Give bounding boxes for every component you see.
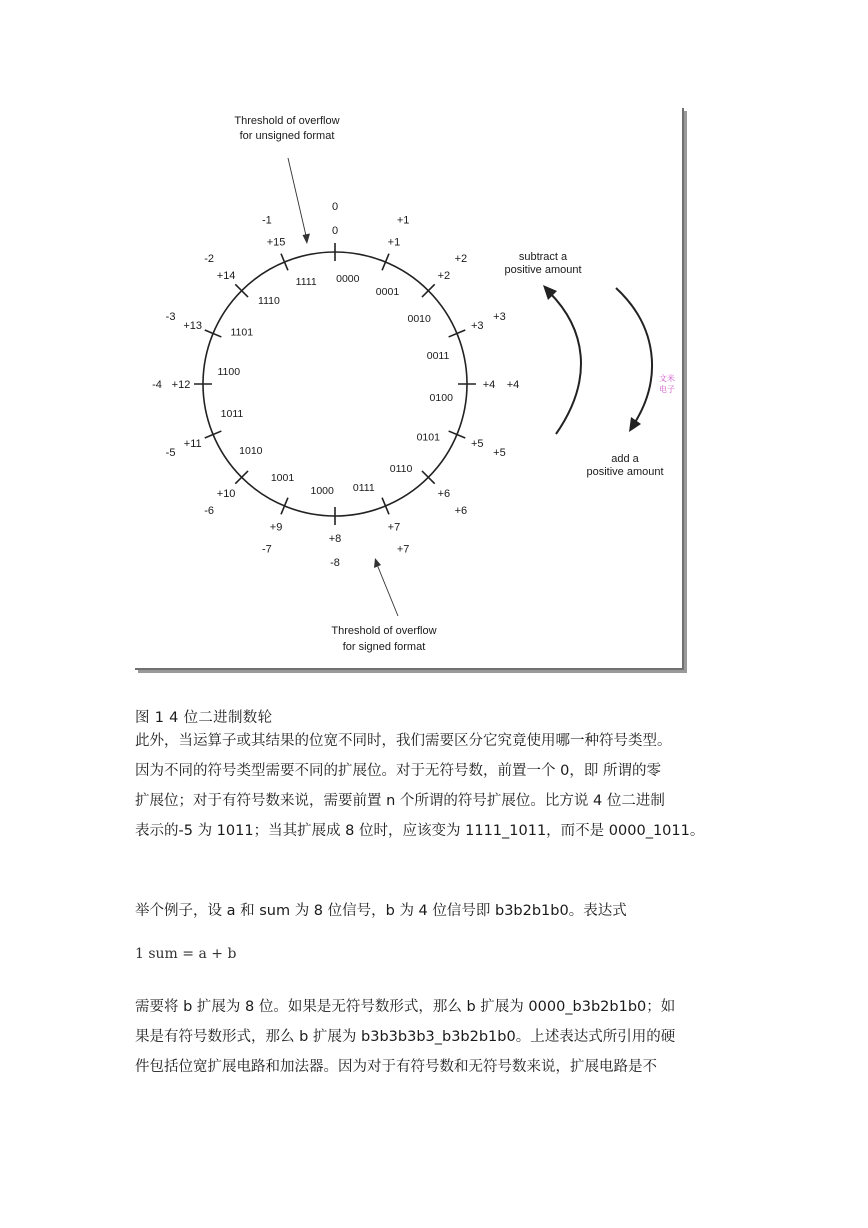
signed-threshold-label: for signed format (342, 641, 426, 653)
wheel-signed-label: -1 (261, 214, 272, 227)
wheel-unsigned-label: +12 (171, 379, 191, 391)
wheel-signed-label: +2 (454, 253, 468, 266)
wheel-tick (281, 498, 288, 515)
wheel-unsigned-label: +4 (482, 379, 496, 391)
wheel-signed-label: -2 (204, 253, 215, 266)
wheel-unsigned-label: +13 (183, 320, 203, 333)
subtract-arrow-curve (549, 292, 581, 434)
paragraph-line: 扩展位；对于有符号数来说，需要前置 n 个所谓的符号扩展位。比方说 4 位二进制 (135, 793, 665, 809)
paragraph-1 (135, 726, 745, 846)
number-wheel-figure (135, 108, 684, 670)
wheel-binary-code: 0000 (336, 272, 360, 285)
unsigned-threshold-arrow (288, 158, 307, 240)
paragraph-3 (135, 992, 745, 1082)
add-label: add a (611, 453, 639, 465)
wheel-tick (449, 431, 466, 438)
wheel-unsigned-label: +1 (387, 236, 401, 249)
watermark-text: 电子 (659, 385, 675, 394)
number-wheel-diagram (135, 108, 684, 670)
subtract-label: positive amount (504, 264, 582, 276)
unsigned-threshold-label: for unsigned format (239, 130, 335, 142)
paragraph-line: 件包括位宽扩展电路和加法器。因为对于有符号数和无符号数来说，扩展电路是不 (135, 1059, 657, 1075)
paragraph-2 (135, 896, 745, 926)
watermark-text: 文米 (659, 374, 675, 383)
wheel-binary-code: 0110 (389, 463, 413, 476)
wheel-unsigned-label: 0 (331, 225, 339, 237)
unsigned-threshold-arrowhead (303, 234, 311, 245)
wheel-binary-code: 0010 (407, 312, 431, 325)
wheel-unsigned-label: +7 (387, 521, 401, 534)
wheel-tick (205, 431, 222, 438)
wheel-tick (449, 330, 466, 337)
wheel-binary-code: 1111 (295, 275, 317, 288)
wheel-unsigned-label: +5 (471, 437, 484, 450)
wheel-signed-label: +3 (493, 310, 506, 323)
wheel-binary-code: 1100 (217, 366, 241, 379)
add-arrowhead (629, 417, 641, 432)
wheel-signed-label: -6 (204, 504, 215, 517)
wheel-binary-code: 0111 (352, 482, 375, 495)
wheel-binary-code: 0011 (426, 350, 450, 363)
signed-threshold-arrowhead (374, 558, 381, 568)
paragraph-line: 需要将 b 扩展为 8 位。如果是无符号数形式，那么 b 扩展为 0000_b3b2b1b0；如 (135, 999, 676, 1015)
wheel-unsigned-label: +6 (437, 487, 451, 500)
wheel-signed-label: -7 (261, 543, 272, 556)
wheel-unsigned-label: +9 (269, 521, 283, 534)
wheel-binary-code: 0100 (429, 391, 453, 404)
wheel-signed-label: -4 (152, 379, 162, 391)
wheel-binary-code: 1000 (310, 485, 334, 498)
wheel-unsigned-label: +3 (471, 320, 484, 333)
unsigned-threshold-label: Threshold of overflow (234, 115, 340, 127)
wheel-signed-label: 0 (331, 201, 339, 213)
wheel-unsigned-label: +2 (437, 270, 451, 283)
wheel-signed-label: +1 (396, 214, 410, 227)
subtract-label: subtract a (518, 251, 568, 263)
wheel-unsigned-label: +10 (216, 487, 236, 500)
wheel-binary-code: 0001 (375, 285, 400, 298)
wheel-binary-code: 1010 (239, 445, 263, 458)
wheel-unsigned-label: +11 (183, 437, 202, 450)
wheel-signed-label: +7 (396, 543, 410, 556)
signed-threshold-arrow (376, 562, 398, 616)
wheel-tick (382, 498, 389, 515)
code-line: 1 sum = a + b (135, 946, 237, 962)
wheel-unsigned-label: +8 (328, 533, 342, 545)
signed-threshold-label: Threshold of overflow (331, 625, 437, 637)
wheel-binary-code: 1101 (230, 326, 254, 339)
wheel-tick (281, 254, 288, 271)
wheel-signed-label: -8 (330, 557, 340, 569)
wheel-binary-code: 1001 (270, 472, 295, 485)
wheel-binary-code: 1011 (220, 407, 244, 420)
wheel-tick (205, 330, 222, 337)
wheel-signed-label: -3 (165, 310, 176, 323)
wheel-signed-label: +4 (506, 379, 520, 391)
wheel-tick (382, 254, 389, 271)
paragraph-line: 果是有符号数形式，那么 b 扩展为 b3b3b3b3_b3b2b1b0。上述表达式所引用的硬 (135, 1029, 676, 1045)
wheel-signed-label: +5 (493, 447, 506, 460)
wheel-binary-code: 0101 (416, 431, 440, 444)
add-label: positive amount (586, 466, 664, 478)
wheel-binary-code: 1110 (258, 294, 280, 307)
wheel-unsigned-label: +15 (266, 236, 286, 249)
add-arrow-curve (616, 288, 652, 424)
wheel-unsigned-label: +14 (216, 270, 236, 283)
wheel-signed-label: +6 (454, 504, 468, 517)
paragraph-line: 表示的-5 为 1011；当其扩展成 8 位时，应该变为 1111_1011，而不是 0000_1011。 (135, 823, 705, 839)
paragraph-line: 此外，当运算子或其结果的位宽不同时，我们需要区分它究竟使用哪一种符号类型。 (135, 733, 672, 749)
paragraph-line: 因为不同的符号类型需要不同的扩展位。对于无符号数，前置一个 0，即 所谓的零 (135, 763, 661, 779)
figure-caption: 图 1 4 位二进制数轮 (135, 710, 273, 726)
paragraph-line: 举个例子，设 a 和 sum 为 8 位信号，b 为 4 位信号即 b3b2b1b0。表达式 (135, 903, 627, 919)
wheel-signed-label: -5 (165, 447, 176, 460)
